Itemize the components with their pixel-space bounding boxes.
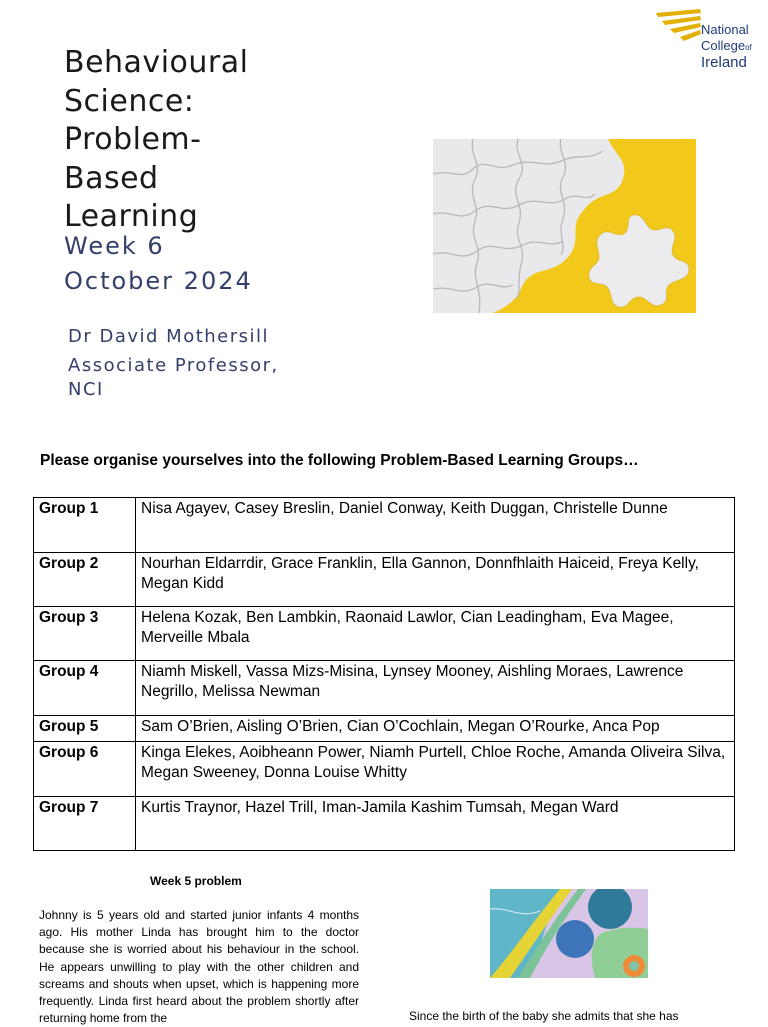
author-name: Dr David Mothersill [68,326,270,347]
group-label: Group 5 [34,716,136,742]
table-row [34,553,735,607]
logo-line: National [701,22,749,37]
group-members: Helena Kozak, Ben Lambkin, Raonaid Lawlor, Cian Leadingham, Eva Magee, Merveille Mbala [136,607,735,661]
group-members: Sam O’Brien, Aisling O’Brien, Cian O’Cochlain, Megan O’Rourke, Anca Pop [136,716,735,742]
group-label: Group 4 [34,661,136,716]
group-members: Niamh Miskell, Vassa Mizs-Misina, Lynsey Mooney, Aishling Moraes, Lawrence Negrillo, Melissa Newman [136,661,735,716]
group-members: Kurtis Traynor, Hazel Trill, Iman-Jamila Kashim Tumsah, Megan Ward [136,797,735,851]
table-row [34,661,735,716]
table-row [34,716,735,742]
group-label: Group 1 [34,498,136,553]
presentation-title [64,44,304,237]
groups-table [33,497,735,851]
logo-mark-icon [654,7,704,47]
title-line: Learning [64,199,199,234]
author-block [68,325,308,402]
title-line: Behavioural [64,45,249,80]
group-label: Group 2 [34,553,136,607]
group-members: Nisa Agayev, Casey Breslin, Daniel Conway, Keith Duggan, Christelle Dunne [136,498,735,553]
group-members: Nourhan Eldarrdir, Grace Franklin, Ella Gannon, Donnfhlaith Haiceid, Freya Kelly, Megan Kidd [136,553,735,607]
title-line: Based [64,160,159,196]
logo-line: Collegeof [701,37,752,53]
table-row [34,607,735,661]
group-label: Group 6 [34,742,136,797]
title-line: Science: [64,83,195,119]
puzzle-image [433,139,696,313]
week-label: Week 6 [64,232,165,260]
group-label: Group 7 [34,797,136,851]
week5-problem-text: Johnny is 5 years old and started junior infants 4 months ago. His mother Linda has brought him to the doctor because she is worried about his behaviour in the school. He appears unwilling to play with the other children and screams and shouts when upset, which is happening more frequently. Linda first heard about the problem shortly after returning home from the [39,908,359,1026]
abstract-art-image [490,889,648,978]
week5-continued-text: Since the birth of the baby she admits that she has [409,1009,679,1023]
table-row [34,742,735,797]
session-info [64,229,253,299]
group-members: Kinga Elekes, Aoibheann Power, Niamh Purtell, Chloe Roche, Amanda Oliveira Silva, Megan Sweeney, Donna Louise Whitty [136,742,735,797]
author-role: Associate Professor, NCI [68,355,279,400]
group-label: Group 3 [34,607,136,661]
logo-line: Ireland [701,54,747,71]
nci-logo [654,7,760,71]
week5-heading: Week 5 problem [150,874,242,888]
group-instructions: Please organise yourselves into the following Problem-Based Learning Groups… [40,452,639,469]
table-row [34,498,735,553]
title-line: Problem- [64,122,202,157]
table-row [34,797,735,851]
date-label: October 2024 [64,267,253,295]
logo-text [701,22,752,71]
